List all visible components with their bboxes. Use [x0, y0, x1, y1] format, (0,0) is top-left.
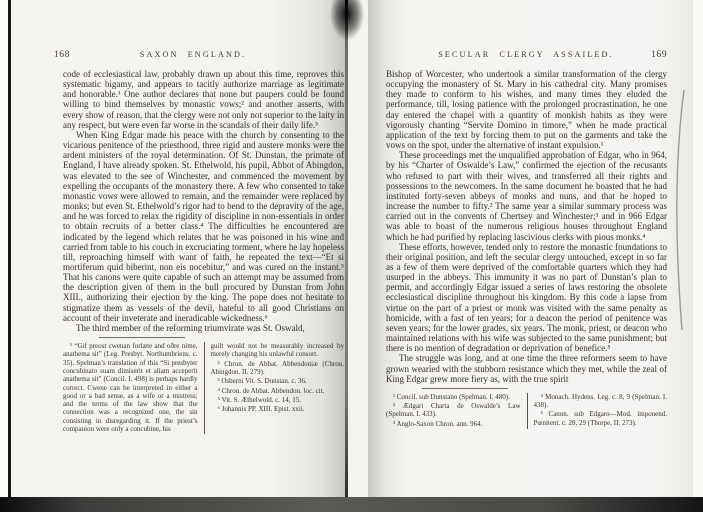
body-paragraph: The third member of the reforming triumvirate was St. Oswald, — [76, 322, 305, 333]
footnote-item: ¹ Concil. sub Dunstano (Spelman. I. 480). — [393, 392, 510, 401]
footnote-item: ³ Anglo-Saxon Chron. ann. 964. — [393, 419, 483, 428]
footnote-rule — [422, 388, 508, 389]
scan-left-margin — [0, 0, 8, 512]
spine-top-shadow — [330, 0, 364, 40]
body-paragraph: Bishop of Worcester, who undertook a similar transformation of the clergy occupying the monastery of St. Mary in his cathedral city. Many promises they made to conform to his wishes, and many times they eluded the performance, till, losing patience with the prolonged procrastination, he one day entered the chapel with a quantity of monkish habits as they were vigorously chanting “Servite Domino in timore,” when he made practical application of the text by forcing them to put on the garments and take the vows on the spot, under the alternative of instant expulsion.¹ — [386, 69, 667, 151]
footnote-item: ⁵ Canon. sub Edgaro—Mod. imponend. Pœnitent. c. 28, 29 (Thorpe, II. 273). — [533, 410, 667, 427]
footnote-item: ¹ “Gif preost cwenan forlæte and oðre nime, anathema sit” (Leg. Presbyt. Northumbriens. c. 35). Spelman’s translation of this “Si presbyter concubinato suam dimiserit et aliam acceperit anathema sit” (Concil. I. 498) is perhaps hardly correct. Cwene can be interpreted in either a good or a bad sense, as a wife or a mistress; and the terms of the law show that the connection was a recognized one, the sin consisting in disregarding it. If the priest’s companion were only a concubine, his — [63, 342, 198, 434]
running-header-right: SECULAR CLERGY ASSAILED. — [438, 50, 614, 59]
body-paragraph: code of ecclesiastical law, probably drawn up about this time, reproves this systematic bigamy, and appears to tacitly authorize marriage as legitimate and honorable.¹ One author declares that none but paupers could be found willing to bind themselves by monastic vows;² and another asserts, with every show of reason, that the clergy were not only not superior to the laity in any respect, but were even far worse in the scandals of their daily life.³ — [63, 69, 344, 130]
body-paragraph: These efforts, however, tended only to restore the monastic foundations to their original position, and left the secular clergy untouched, except in so far as a few of them were deprived of the comfortable quarters which they had usurped in the abbeys. This immunity it was no part of Dunstan’s plan to permit, and accordingly Edgar issued a series of laws restoring the obsolete ecclesiastical discipline throughout his kingdom. By this code a lapse from virtue on the part of a priest or monk was visited with the same penalty as homicide, with a fast of ten years; for a deacon the period of penitence was seven years; for the lower grades, six years. The monk, priest, or deacon who maintained relations with his wife was subjected to the same punishment; but there is no mention of degradation or deprivation of benefice.⁵ — [386, 241, 667, 354]
footnote-item: ² Chron. de Abbat. Abbendoniæ (Chron. Abingdon. II. 279). — [210, 359, 344, 376]
footnote-item: ⁴ Chron. de Abbat. Abbendon. loc. cit. — [217, 386, 325, 395]
page-curl-line — [668, 90, 692, 330]
body-paragraph: These proceedings met the unqualified approbation of Edgar, who in 964, by his “Charter of Oswalde’s Law,” confirmed the ejection of the recusants who refused to part with their wives, and transferred all their rights and possessions to the newcomers. In the same document he boasted that he had instituted forty-seven abbeys of monks and nuns, and that he hoped to increase the number to fifty.² The same year a similar summary process was carried out in the convents of Chertsey and Winchester;³ and in 966 Edgar was able to boast of the numerous religious houses throughout England which he had purified by replacing lascivious clerks with pious monks.⁴ — [386, 150, 667, 242]
body-column-right — [386, 69, 667, 429]
footnote-column — [527, 393, 668, 429]
body-column-left — [63, 69, 344, 434]
footnote-item: ⁵ Vit. S. Æthelwold. c. 14, 15. — [217, 395, 302, 404]
page-number-left: 168 — [54, 49, 70, 60]
footnotes-right — [386, 393, 667, 429]
page-number-right: 169 — [651, 49, 667, 60]
footnote-item: ² Ædgari Charta de Oswalde’s Law (Spelman. I. 433). — [386, 402, 521, 419]
gutter-seam — [345, 0, 348, 497]
footnotes-left — [63, 342, 344, 434]
footnote-item: ³ Osberni Vit. S. Dunstan. c. 36. — [217, 377, 307, 386]
body-paragraph: When King Edgar made his peace with the church by consenting to the vicarious penitence of the priesthood, three rigid and austere monks were the ardent ministers of the royal determination. Of St. Dunstan, the primate of England, I have already spoken. St. Ethelwold, his pupil, Abbot of Abingdon, was elevated to the see of Winchester, and commenced the movement by expelling the occupants of the monastery there. A few who consented to take monastic vows were allowed to remain, and the remainder were replaced by monks; but even St. Ethelwold’s rigor had to bend to the depravity of the age, and he was forced to relax the rigidity of discipline in non-essentials in order to obtain recruits of a better class.⁴ The difficulties he encountered are indicated by the legend which relates that he was poisoned in his wine and carried from table to his couch in excruciating torment, where he lay hopeless till, reproaching himself with want of faith, he repeated the text—“Et si mortiferum quid biberint, non eis nocebitur,” and was cured on the instant.⁵ That his canons were quite capable of such an attempt may be assumed from the description given of them in the bull procured by Dunstan from John XIII., authorizing their ejection by the king. The pope does not hesitate to stigmatize them as vessels of the devil, hateful to all good Christians on account of their inveterate and ineradicable wickedness.⁶ — [63, 129, 344, 323]
body-paragraph: The struggle was long, and at one time the three reformers seem to have grown wearied with the stubborn resistance which they met, while the zeal of King Edgar grew more fiery as, with the true spirit — [386, 353, 667, 384]
footnote-column — [63, 342, 204, 434]
footnote-column — [204, 342, 345, 434]
footnote-column — [386, 393, 527, 429]
scan-right-margin — [693, 0, 703, 497]
header-right — [385, 50, 667, 64]
footnote-item: ⁶ Johannis PP. XIII. Epist. xxii. — [217, 405, 305, 414]
bottom-scan-band — [0, 497, 703, 512]
footnote-rule — [99, 337, 185, 338]
footnote-item: guilt would not be measurably increased by merely changing his unlawful consort. — [210, 342, 344, 359]
footnote-item: ⁴ Monach. Hydens. Leg. c. 8, 9 (Spelman. I. 438). — [533, 392, 667, 410]
header-left — [52, 50, 334, 64]
running-header-left: SAXON ENGLAND. — [139, 50, 247, 59]
left-edge-line — [8, 0, 11, 512]
